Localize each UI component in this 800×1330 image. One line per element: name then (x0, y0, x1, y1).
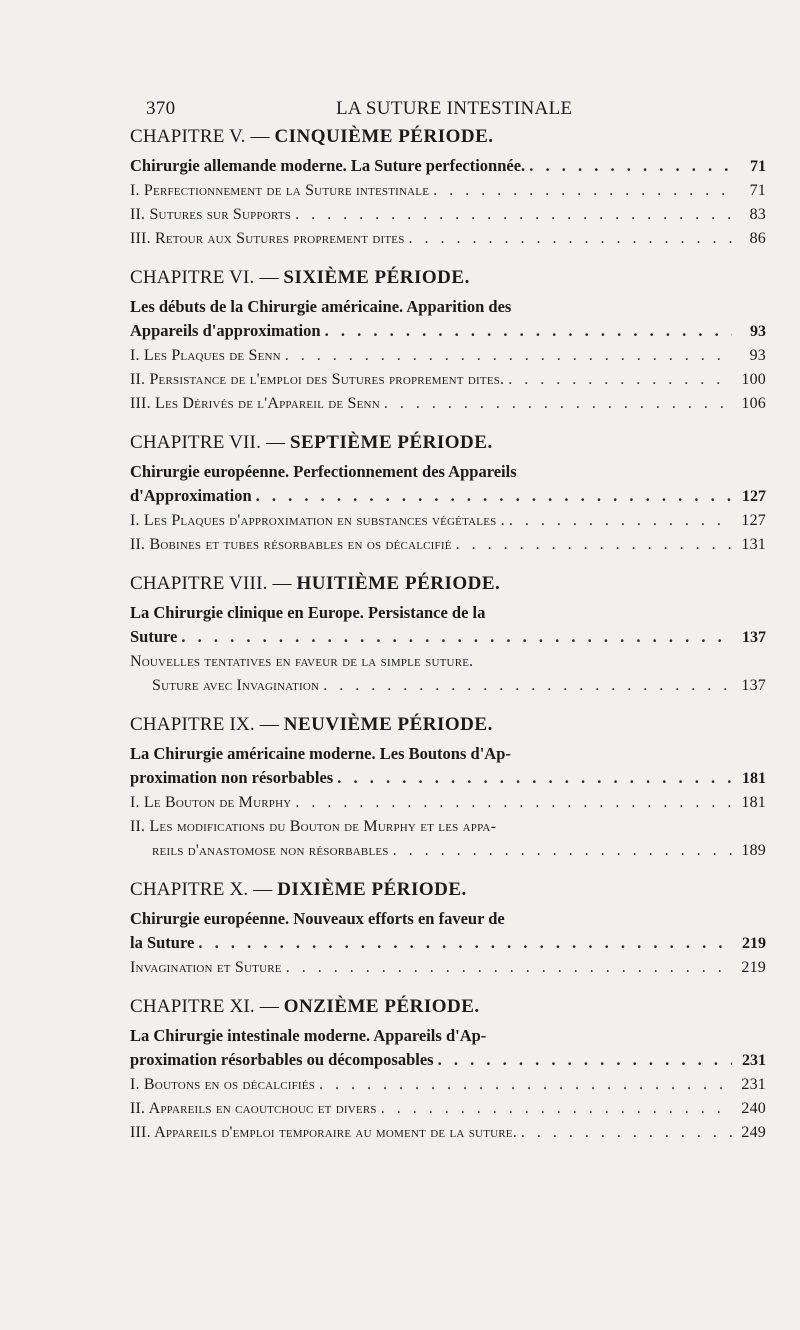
chapter-period: SIXIÈME PÉRIODE. (283, 267, 470, 288)
page-ref: 240 (741, 1100, 766, 1117)
chapter-label: CHAPITRE X. — (130, 879, 273, 900)
dot-leader (509, 509, 732, 533)
dot-leader (384, 392, 732, 416)
page-ref: 249 (741, 1124, 766, 1141)
toc-chapter (130, 571, 766, 698)
dot-leader (529, 154, 732, 178)
page-ref: 131 (741, 536, 766, 553)
section-text: II. Appareils en caoutchouc et divers (130, 1100, 377, 1117)
toc-section-line (130, 344, 766, 368)
section-text: I. Les Plaques de Senn (130, 347, 281, 364)
section-text: III. Retour aux Sutures proprement dites (130, 230, 405, 247)
toc-section-line (130, 791, 766, 815)
section-text: I. Perfectionnement de la Suture intestinale (130, 182, 430, 199)
chapter-heading (130, 124, 766, 150)
subtitle-text: La Chirurgie clinique en Europe. Persistance de la (130, 603, 486, 622)
dot-leader (393, 839, 732, 863)
toc-section-line (130, 509, 766, 533)
chapter-period: DIXIÈME PÉRIODE. (277, 879, 467, 900)
chapter-period: SEPTIÈME PÉRIODE. (289, 432, 493, 453)
toc-chapter (130, 877, 766, 980)
chapter-subtitle-line (130, 907, 766, 931)
section-text: II. Bobines et tubes résorbables en os décalcifié (130, 536, 452, 553)
page-ref: 181 (741, 794, 766, 811)
page-ref: 71 (750, 158, 766, 175)
subtitle-text: proximation résorbables ou décomposables (130, 1050, 434, 1069)
toc-section-line (130, 179, 766, 203)
subtitle-text: d'Approximation (130, 486, 252, 505)
page-ref: 93 (749, 347, 766, 364)
dot-leader (319, 1073, 732, 1097)
page-ref: 127 (741, 512, 766, 529)
page-ref: 181 (742, 770, 766, 787)
chapter-period: ONZIÈME PÉRIODE. (283, 996, 480, 1017)
section-text: III. Les Dérivés de l'Appareil de Senn (130, 395, 380, 412)
dot-leader (198, 931, 732, 955)
page-ref: 231 (742, 1052, 766, 1069)
dot-leader (295, 203, 732, 227)
chapter-period: CINQUIÈME PÉRIODE. (274, 126, 494, 147)
section-text: I. Boutons en os décalcifiés (130, 1076, 316, 1093)
subtitle-text: Suture (130, 627, 178, 646)
toc-chapter (130, 712, 766, 863)
dot-leader (181, 625, 732, 649)
dot-leader (409, 227, 732, 251)
chapter-period: HUITIÈME PÉRIODE. (296, 573, 501, 594)
toc-section-line (130, 650, 766, 674)
page-ref: 100 (741, 371, 766, 388)
toc-chapter (130, 265, 766, 416)
chapter-label: CHAPITRE VI. — (130, 267, 279, 288)
toc-section-line (130, 392, 766, 416)
chapter-label: CHAPITRE V. — (130, 126, 270, 147)
page-ref: 231 (741, 1076, 766, 1093)
dot-leader (508, 368, 732, 392)
page-ref: 93 (750, 323, 766, 340)
toc-section-line (130, 839, 766, 863)
section-text: reils d'anastomose non résorbables (152, 842, 389, 859)
toc-section-line (130, 1097, 766, 1121)
chapter-heading (130, 712, 766, 738)
subtitle-text: Chirurgie allemande moderne. La Suture perfectionnée. (130, 156, 526, 175)
toc-section-line (130, 815, 766, 839)
table-of-contents (130, 124, 766, 1159)
running-head (146, 98, 766, 120)
page-ref: 106 (741, 395, 766, 412)
dot-leader (456, 533, 732, 557)
chapter-subtitle-line (130, 484, 766, 509)
chapter-subtitle-line (130, 154, 766, 179)
page-number: 370 (146, 98, 176, 119)
chapter-subtitle-line (130, 601, 766, 625)
chapter-subtitle-line (130, 1024, 766, 1048)
page-ref: 86 (749, 230, 766, 247)
chapter-heading (130, 265, 766, 291)
section-text: II. Sutures sur Supports (130, 206, 292, 223)
chapter-subtitle-line (130, 766, 766, 791)
toc-section-line (130, 956, 766, 980)
toc-section-line (130, 1073, 766, 1097)
page-ref: 219 (741, 959, 766, 976)
dot-leader (433, 179, 732, 203)
dot-leader (325, 319, 732, 343)
subtitle-text: proximation non résorbables (130, 768, 334, 787)
chapter-heading (130, 430, 766, 456)
toc-chapter (130, 994, 766, 1145)
chapter-subtitle-line (130, 625, 766, 650)
toc-chapter (130, 124, 766, 251)
page-ref: 127 (742, 488, 766, 505)
toc-section-line (130, 533, 766, 557)
subtitle-text: Appareils d'approximation (130, 321, 321, 340)
toc-section-line (130, 368, 766, 392)
toc-section-line (130, 203, 766, 227)
subtitle-text: la Suture (130, 933, 195, 952)
dot-leader (337, 766, 732, 790)
page-ref: 137 (741, 677, 766, 694)
section-text: II. Les modifications du Bouton de Murphy et les appa- (130, 818, 497, 835)
page-ref: 83 (749, 206, 766, 223)
chapter-subtitle-line (130, 319, 766, 344)
toc-section-line (130, 674, 766, 698)
dot-leader (286, 956, 732, 980)
subtitle-text: Chirurgie européenne. Perfectionnement des Appareils (130, 462, 517, 481)
section-text: II. Persistance de l'emploi des Sutures proprement dites. (130, 371, 505, 388)
page-ref: 189 (741, 842, 766, 859)
dot-leader (521, 1121, 732, 1145)
section-text: Nouvelles tentatives en faveur de la simple suture. (130, 653, 474, 670)
chapter-subtitle-line (130, 295, 766, 319)
chapter-label: CHAPITRE IX. — (130, 714, 279, 735)
chapter-heading (130, 877, 766, 903)
toc-chapter (130, 430, 766, 557)
dot-leader (295, 791, 732, 815)
chapter-subtitle-line (130, 742, 766, 766)
chapter-subtitle-line (130, 1048, 766, 1073)
chapter-label: CHAPITRE VII. — (130, 432, 286, 453)
subtitle-text: Chirurgie européenne. Nouveaux efforts en faveur de (130, 909, 505, 928)
chapter-period: NEUVIÈME PÉRIODE. (283, 714, 493, 735)
running-title: LA SUTURE INTESTINALE (336, 98, 573, 119)
section-text: I. Les Plaques d'approximation en substances végétales . (130, 512, 505, 529)
section-text: III. Appareils d'emploi temporaire au moment de la suture. (130, 1124, 517, 1141)
dot-leader (438, 1048, 732, 1072)
dot-leader (285, 344, 732, 368)
section-text: I. Le Bouton de Murphy (130, 794, 292, 811)
subtitle-text: Les débuts de la Chirurgie américaine. Apparition des (130, 297, 512, 316)
chapter-heading (130, 571, 766, 597)
section-text: Suture avec Invagination (152, 677, 320, 694)
section-text: Invagination et Suture (130, 959, 282, 976)
subtitle-text: La Chirurgie intestinale moderne. Appareils d'Ap- (130, 1026, 487, 1045)
subtitle-text: La Chirurgie américaine moderne. Les Boutons d'Ap- (130, 744, 511, 763)
page-ref: 219 (742, 935, 766, 952)
chapter-label: CHAPITRE XI. — (130, 996, 279, 1017)
dot-leader (323, 674, 732, 698)
chapter-subtitle-line (130, 931, 766, 956)
chapter-heading (130, 994, 766, 1020)
page-ref: 71 (749, 182, 766, 199)
toc-section-line (130, 227, 766, 251)
dot-leader (381, 1097, 732, 1121)
chapter-label: CHAPITRE VIII. — (130, 573, 292, 594)
toc-section-line (130, 1121, 766, 1145)
chapter-subtitle-line (130, 460, 766, 484)
dot-leader (256, 484, 732, 508)
page-ref: 137 (742, 629, 766, 646)
